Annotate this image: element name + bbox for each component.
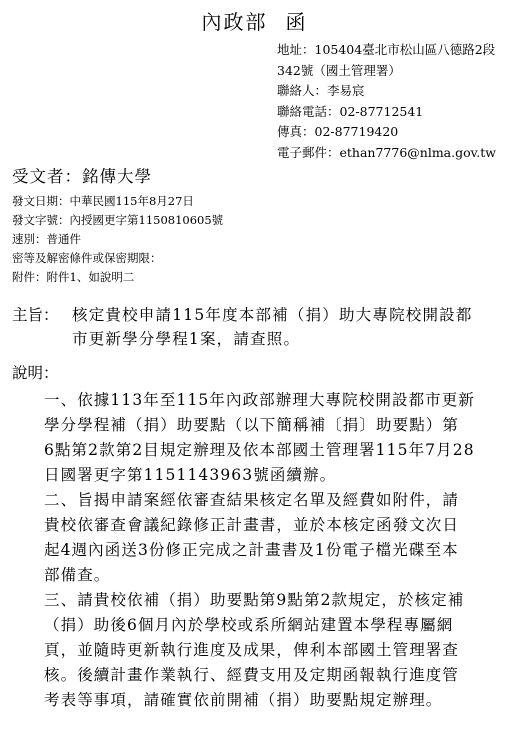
contact-fax: 傳真：02-87719420 [277,124,399,139]
subject-label: 主旨： [12,306,59,324]
agency-name: 內政部 [201,10,268,34]
explanation-line: 頁，並隨時更新執行進度及成果，俾利本部國土管理署查 [44,641,460,659]
delivery-speed: 速別：普通件 [12,232,81,246]
explanation-line: 一、依據113年至115年內政部辦理大專院校開設都市更新 [44,391,475,409]
attachments: 附件：附件1、如說明二 [12,270,135,284]
sender-info [277,40,496,163]
explanation-line: 核。後續計畫作業執行、經費支用及定期函報執行進度管 [44,666,460,684]
subject-line-1: 核定貴校申請115年度本部補（捐）助大專院校開設都 [72,306,473,324]
explanation-body [44,388,475,713]
explanation-line: 學分學程補（捐）助要點（以下簡稱補〔捐〕助要點）第 [44,416,460,434]
document-number: 發文字號：內授國更字第1150810605號 [12,213,224,227]
contact-email: 電子郵件：ethan7776@nlma.gov.tw [277,144,496,160]
explanation-line: 貴校依審查會議紀錄修正計畫書，並於本核定函發文次日 [44,516,460,534]
explanation-line: 6點第2款第2目規定辦理及依本部國土管理署115年7月28 [44,441,475,459]
document-title [0,6,509,35]
explanation-line: 日國署更字第1151143963號函續辦。 [44,466,337,484]
explanation-line: 二、旨揭申請案經依審查結果核定名單及經費如附件，請 [44,491,460,509]
subject-text [72,303,473,351]
explanation-label: 說明： [12,364,59,382]
contact-person: 聯絡人：李易宸 [277,83,365,98]
explanation-line: 三、請貴校依補（捐）助要點第9點第2款規定，於核定補 [44,591,465,609]
explanation-line: 部備查。 [44,566,111,584]
explanation-line: 起4週內函送3份修正完成之計畫書及1份電子檔光碟至本 [44,541,459,559]
issue-date: 發文日期：中華民國115年8月27日 [12,194,194,208]
explanation-line: （捐）助後6個月內於學校或系所網站建置本學程專屬網 [44,616,454,634]
address-line-1: 地址：105404臺北市松山區八德路2段 [277,42,496,57]
explanation-line: 考表等事項，請確實依前開補（捐）助要點規定辦理。 [44,691,443,709]
document-meta [12,192,223,287]
contact-phone: 聯絡電話：02-87712541 [277,103,424,119]
address-line-2: 342號（國土管理署） [277,62,401,78]
subject-line-2: 市更新學分學程1案，請查照。 [72,330,301,348]
recipient: 受文者：銘傳大學 [12,167,152,186]
document-type: 函 [285,10,308,34]
security-level: 密等及解密條件或保密期限： [12,251,162,265]
